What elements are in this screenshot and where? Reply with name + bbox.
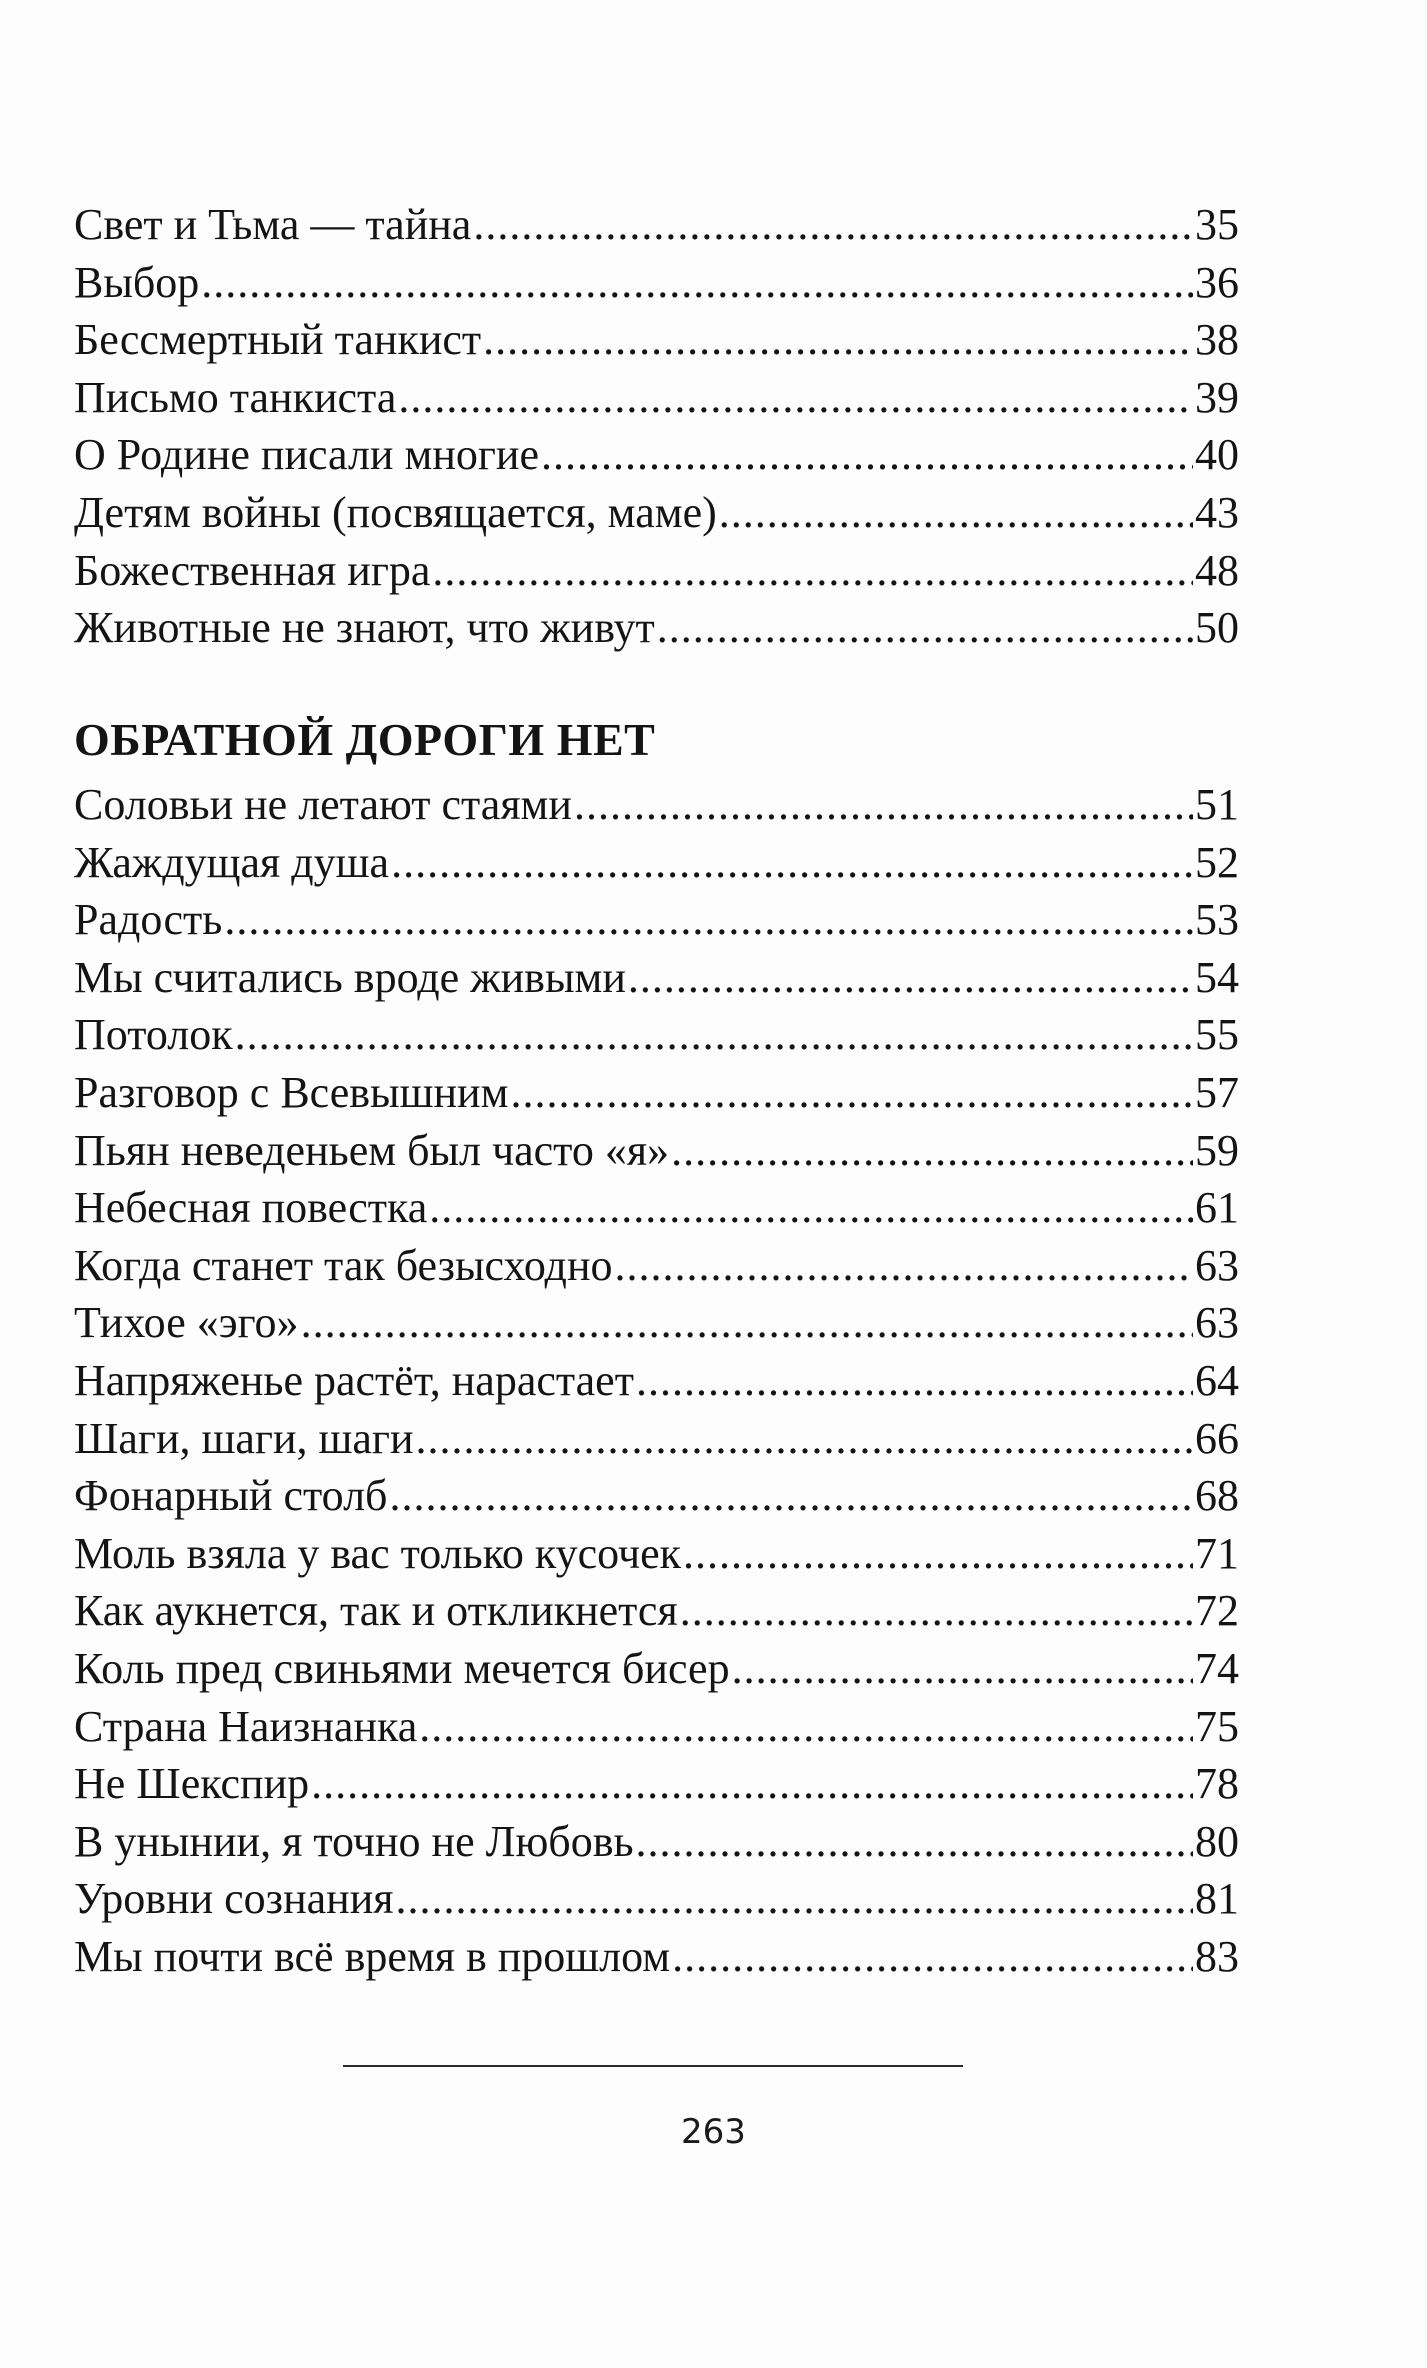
toc-dot-leader — [510, 1064, 1193, 1122]
toc-entry — [74, 1352, 1239, 1410]
toc-dot-leader — [235, 1006, 1193, 1064]
toc-dot-leader — [419, 1698, 1193, 1756]
toc-entry-title: Пьян неведеньем был часто «я» — [74, 1125, 670, 1175]
toc-entry-title: Детям войны (посвящается, маме) — [74, 487, 717, 537]
toc-dot-leader — [628, 949, 1193, 1007]
toc-entry-page: 80 — [1195, 1816, 1239, 1866]
toc-entry — [74, 599, 1239, 657]
toc-entry — [74, 1928, 1239, 1986]
toc-entry-page: 81 — [1195, 1874, 1239, 1924]
toc-dot-leader — [732, 1640, 1193, 1698]
toc-entry — [74, 1525, 1239, 1583]
toc-dot-leader — [683, 1525, 1193, 1583]
toc-entry-title: Как аукнется, так и откликнется — [74, 1586, 678, 1636]
toc-entry-page: 71 — [1195, 1528, 1239, 1578]
toc-entry-page: 55 — [1195, 1010, 1239, 1060]
toc-dot-leader — [398, 369, 1193, 427]
toc-entry — [74, 542, 1239, 600]
toc-entry — [74, 1237, 1239, 1295]
toc-entry-title: Тихое «эго» — [74, 1298, 299, 1348]
toc-dot-leader — [636, 1813, 1193, 1871]
toc-entry-title: Мы почти всё время в прошлом — [74, 1931, 671, 1981]
toc-dot-leader — [719, 484, 1193, 542]
toc-entry — [74, 369, 1239, 427]
toc-entry — [74, 1006, 1239, 1064]
toc-entry-page: 63 — [1195, 1240, 1239, 1290]
toc-entry-page: 39 — [1195, 372, 1239, 422]
toc-entry — [74, 254, 1239, 312]
toc-dot-leader — [671, 1122, 1193, 1180]
toc-entry-page: 83 — [1195, 1931, 1239, 1981]
toc-entry-page: 57 — [1195, 1067, 1239, 1117]
toc-entry — [74, 834, 1239, 892]
toc-entry-page: 35 — [1195, 200, 1239, 249]
toc-dot-leader — [680, 1582, 1193, 1640]
toc-entry — [74, 1640, 1239, 1698]
toc-entry-title: Мы считались вроде живыми — [74, 952, 626, 1002]
toc-entry-title: В унынии, я точно не Любовь — [74, 1816, 634, 1866]
toc-dot-leader — [389, 1467, 1193, 1525]
toc-entry-title: Не Шекспир — [74, 1759, 310, 1809]
section-heading: ОБРАТНОЙ ДОРОГИ НЕТ — [74, 714, 656, 765]
toc-dot-leader — [432, 542, 1193, 600]
toc-dot-leader — [429, 1179, 1193, 1237]
toc-entry-page: 43 — [1195, 487, 1239, 537]
toc-entry — [74, 891, 1239, 949]
toc-entry — [74, 1870, 1239, 1928]
page-number: 263 — [681, 2112, 746, 2152]
toc-dot-leader — [473, 196, 1193, 254]
toc-entry-page: 72 — [1195, 1586, 1239, 1636]
toc-entry-title: Разговор с Всевышним — [74, 1067, 509, 1117]
toc-entry-title: Фонарный столб — [74, 1471, 388, 1521]
toc-entry-title: Божественная игра — [74, 545, 431, 595]
toc-entry — [74, 311, 1239, 369]
toc-entry-page: 68 — [1195, 1471, 1239, 1521]
toc-dot-leader — [541, 426, 1193, 484]
toc-dot-leader — [483, 311, 1193, 369]
toc-entry — [74, 1698, 1239, 1756]
toc-entry-page: 78 — [1195, 1759, 1239, 1809]
toc-group-1 — [74, 196, 1239, 657]
toc-dot-leader — [301, 1294, 1193, 1352]
toc-entry-page: 64 — [1195, 1355, 1239, 1405]
toc-entry-page: 52 — [1195, 837, 1239, 887]
toc-entry-title: Страна Наизнанка — [74, 1701, 418, 1751]
toc-dot-leader — [224, 891, 1193, 949]
toc-entry — [74, 484, 1239, 542]
toc-entry-page: 61 — [1195, 1183, 1239, 1233]
toc-dot-leader — [636, 1352, 1193, 1410]
toc-entry — [74, 1294, 1239, 1352]
toc-entry — [74, 776, 1239, 834]
toc-entry-page: 54 — [1195, 952, 1239, 1002]
toc-entry — [74, 1410, 1239, 1468]
toc-dot-leader — [416, 1410, 1193, 1468]
toc-dot-leader — [395, 1870, 1193, 1928]
toc-entry — [74, 1755, 1239, 1813]
toc-entry — [74, 1813, 1239, 1871]
toc-entry-title: Письмо танкиста — [74, 372, 397, 422]
toc-entry-title: Коль пред свиньями мечется бисер — [74, 1643, 730, 1693]
toc-entry-title: Радость — [74, 895, 223, 945]
toc-entry — [74, 426, 1239, 484]
toc-entry — [74, 1064, 1239, 1122]
toc-entry-title: Шаги, шаги, шаги — [74, 1413, 414, 1463]
toc-dot-leader — [614, 1237, 1193, 1295]
toc-entry — [74, 1179, 1239, 1237]
toc-entry-title: Когда станет так безысходно — [74, 1240, 613, 1290]
toc-entry-page: 36 — [1195, 257, 1239, 307]
toc-entry-title: Напряженье растёт, нарастает — [74, 1355, 634, 1405]
toc-entry-page: 51 — [1195, 780, 1239, 829]
toc-entry — [74, 196, 1239, 254]
toc-dot-leader — [201, 254, 1193, 312]
toc-entry-page: 75 — [1195, 1701, 1239, 1751]
toc-dot-leader — [574, 776, 1193, 834]
toc-entry — [74, 1467, 1239, 1525]
toc-dot-leader — [657, 599, 1193, 657]
toc-dot-leader — [672, 1928, 1193, 1986]
toc-entry-page: 66 — [1195, 1413, 1239, 1463]
toc-entry-page: 48 — [1195, 545, 1239, 595]
toc-group-2 — [74, 776, 1239, 1985]
toc-entry-title: Соловьи не летают стаями — [74, 780, 572, 829]
toc-entry-page: 38 — [1195, 315, 1239, 365]
toc-entry — [74, 1122, 1239, 1180]
toc-entry — [74, 1582, 1239, 1640]
toc-entry-page: 59 — [1195, 1125, 1239, 1175]
toc-entry-title: Небесная повестка — [74, 1183, 428, 1233]
toc-entry-page: 63 — [1195, 1298, 1239, 1348]
toc-entry-title: Моль взяла у вас только кусочек — [74, 1528, 682, 1578]
toc-dot-leader — [311, 1755, 1193, 1813]
toc-entry-page: 74 — [1195, 1643, 1239, 1693]
toc-entry-title: Бессмертный танкист — [74, 315, 482, 365]
toc-entry-page: 53 — [1195, 895, 1239, 945]
toc-entry-title: Жаждущая душа — [74, 837, 390, 887]
toc-entry-title: Животные не знают, что живут — [74, 603, 655, 653]
toc-dot-leader — [391, 834, 1193, 892]
toc-entry-page: 50 — [1195, 603, 1239, 653]
toc-entry-title: О Родине писали многие — [74, 430, 539, 480]
toc-entry-title: Потолок — [74, 1010, 233, 1060]
toc-entry — [74, 949, 1239, 1007]
toc-entry-title: Уровни сознания — [74, 1874, 394, 1924]
footer-divider — [343, 2065, 963, 2067]
toc-entry-page: 40 — [1195, 430, 1239, 480]
toc-entry-title: Выбор — [74, 257, 200, 307]
toc-entry-title: Свет и Тьма — тайна — [74, 200, 472, 249]
